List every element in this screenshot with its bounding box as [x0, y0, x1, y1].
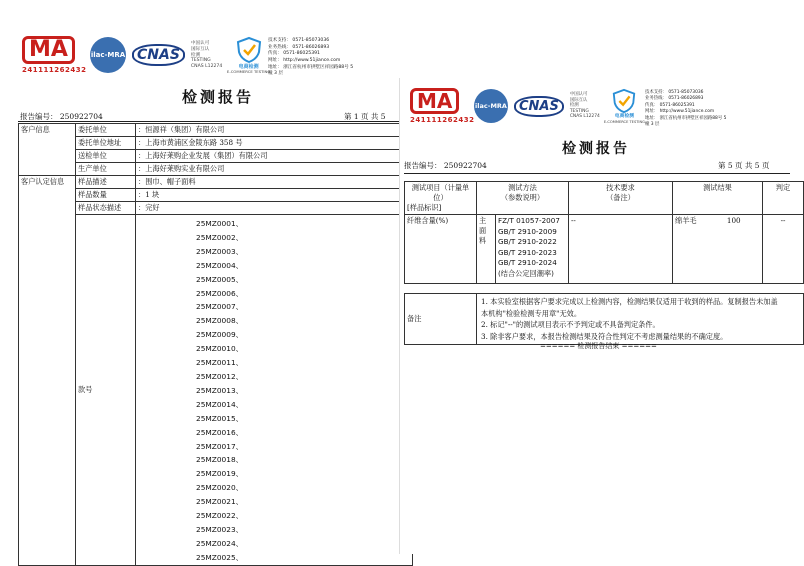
report-title: 检测报告: [182, 88, 255, 106]
style-number-item: 25MZ0010、: [196, 344, 244, 354]
field-label: 样品数量: [76, 189, 136, 202]
field-value: ：完好: [136, 202, 413, 215]
field-value: ：恒源祥（集团）有限公司: [136, 124, 413, 137]
table-row: [405, 215, 804, 284]
remarks-label: 备注: [405, 294, 477, 345]
style-number-item: 25MZ0009、: [196, 330, 244, 340]
field-label: 样品状态描述: [76, 202, 136, 215]
lab-contact-info: 技术支持： 0571-85073036 业务热线： 0571-86026893 传真： 0571-86025391 网址： http://www.51jiance.com 地址： 浙江省杭州市拱墅区祥园路88号 5 幢 3 层: [645, 90, 727, 127]
technical-requirement: --: [569, 215, 673, 284]
col-header-item: 测试项目（计量单位） [样品标识]: [405, 182, 477, 215]
style-number-item: 25MZ0003、: [196, 246, 244, 256]
ilac-mra-logo: ilac-MRA: [474, 89, 508, 123]
field-label: 送检单位: [76, 150, 136, 163]
field-label: 生产单位: [76, 163, 136, 176]
test-methods: FZ/T 01057-2007 GB/T 2910-2009 GB/T 2910-2022 GB/T 2910-2023 GB/T 2910-2024 (结合公定回潮率): [498, 216, 560, 278]
remarks-table: [404, 293, 804, 345]
separator-line: [568, 283, 628, 284]
ecommerce-testing-logo: 电商检测 E-COMMERCE TESTING: [604, 88, 645, 124]
style-number-item: 25MZ0024、: [196, 538, 244, 548]
report-end-marker: ====== 检测报告结束 ======: [540, 342, 657, 350]
style-number-item: 25MZ0022、: [196, 511, 244, 521]
style-number-item: 25MZ0021、: [196, 497, 244, 507]
style-number-item: 25MZ0017、: [196, 441, 244, 451]
field-value: ：1 块: [136, 189, 413, 202]
cnas-logo: CNAS: [132, 44, 185, 66]
field-value: ：围巾、帽子面料: [136, 176, 413, 189]
report-number: 报告编号： 250922704: [20, 112, 103, 121]
col-header-requirement: 技术要求 （备注）: [569, 182, 673, 215]
style-number-item: 25MZ0001、: [196, 219, 244, 228]
lab-contact-info: 技术支持： 0571-85073036 业务热线： 0571-86026893 传真： 0571-86025391 网址： http://www.51jiance.com 地址： 浙江省杭州市拱墅区祥园路88号 5 幢 3 层: [268, 38, 354, 77]
col-header-method: 测试方法 （参数说明）: [477, 182, 569, 215]
style-number-item: 25MZ0023、: [196, 524, 244, 534]
header-logos: [22, 36, 270, 75]
ilac-mra-logo: ilac-MRA: [90, 37, 126, 73]
client-info-table: [18, 123, 413, 566]
col-header-judgement: 判定: [763, 182, 804, 215]
field-label: 委托单位: [76, 124, 136, 137]
style-number-item: 25MZ0006、: [196, 288, 244, 298]
shield-check-icon: [611, 88, 637, 114]
page-indicator: 第 5 页 共 5 页: [718, 161, 770, 170]
style-number-item: 25MZ0018、: [196, 455, 244, 465]
style-number-item: 25MZ0002、: [196, 232, 244, 242]
style-number-item: 25MZ0012、: [196, 371, 244, 381]
test-result: 绵羊毛 100: [673, 215, 763, 284]
style-number-item: 25MZ0020、: [196, 483, 244, 493]
cnas-caption: 中国认可 国际互认 检测 TESTING CNAS L12274: [190, 41, 223, 70]
style-number-item: 25MZ0019、: [196, 469, 244, 479]
test-results-table: [404, 181, 804, 284]
field-value: ：上海好莱购实业有限公司: [136, 163, 413, 176]
style-number-item: 25MZ0007、: [196, 302, 244, 312]
page-indicator: 第 1 页 共 5: [344, 112, 386, 121]
col-header-result: 测试结果: [673, 182, 763, 215]
judgement: --: [763, 215, 804, 284]
style-number-item: 25MZ0015、: [196, 413, 244, 423]
style-number-item: 25MZ0004、: [196, 260, 244, 270]
test-item: 纤维含量(%): [405, 215, 477, 284]
header-logos: [410, 88, 645, 124]
style-number-item: 25MZ0014、: [196, 399, 244, 409]
style-number-item: 25MZ0016、: [196, 427, 244, 437]
field-value: ：上海市黄浦区金陵东路 358 号: [136, 137, 413, 150]
section-header: 客户认定信息: [19, 176, 76, 566]
style-number-item: 25MZ0008、: [196, 316, 244, 326]
field-label: 样品描述: [76, 176, 136, 189]
style-number-item: 25MZ0005、: [196, 274, 244, 284]
ma-logo: MA 241111262432: [22, 37, 87, 75]
field-label: 委托单位地址: [76, 137, 136, 150]
cnas-caption: 中国认可 国际互认 检测 TESTING CNAS L12274: [569, 92, 600, 120]
style-number-list: [136, 215, 413, 566]
field-value: ：上海好莱购企业发展（集团）有限公司: [136, 150, 413, 163]
sample-id: 主面料: [477, 215, 496, 283]
style-number-item: 25MZ0025、: [196, 552, 244, 562]
report-number: 报告编号： 250922704: [404, 161, 487, 170]
report-page-5: [400, 78, 790, 554]
style-number-item: 25MZ0013、: [196, 385, 244, 395]
style-number-item: 25MZ0011、: [196, 358, 244, 368]
style-number-label: 款号: [76, 215, 136, 566]
section-header: 客户信息: [19, 124, 76, 176]
remarks-text: 1. 本实验室根据客户要求完成以上检测内容，检测结果仅适用于收到的样品。复制报告未加盖 本机构"检验检测专用章"无效。 2. 标记"--"的测试项目表示不予判定或不具备判定条件。 3. 除非客户要求，本报告检测结果及符合性判定不考虑测量结果的不确定度。: [477, 294, 804, 345]
report-title: 检测报告: [562, 141, 630, 157]
ecommerce-testing-logo: 电商检测 E-COMMERCE TESTING: [227, 36, 270, 75]
shield-check-icon: [235, 36, 263, 64]
cnas-logo: CNAS: [514, 96, 564, 117]
ma-logo: MA 241111262432: [410, 89, 475, 125]
